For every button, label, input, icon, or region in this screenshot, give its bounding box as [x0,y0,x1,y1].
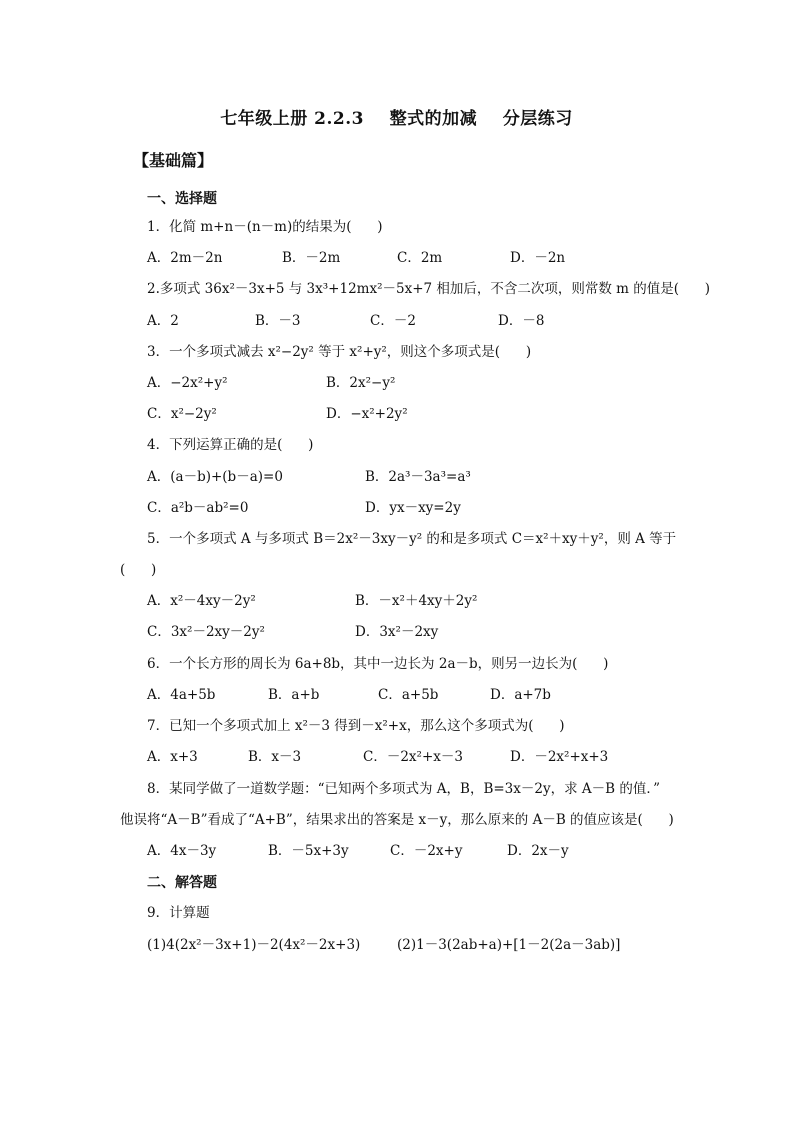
q7-option-d: D．－2x²+x+3 [510,749,609,765]
q2-option-d: D．－8 [498,313,545,329]
question-7-stem: 7．已知一个多项式加上 x²－3 得到－x²+x，那么这个多项式为( ) [147,718,565,734]
q9-part-2: (2)1－3(2ab+a)+[1－2(2a－3ab)] [397,937,621,953]
question-5-stem-continued: ( ) [120,562,157,578]
section-heading: 【基础篇】 [133,151,214,170]
q6-option-a: A．4a+5b [147,687,216,703]
question-8-stem-continued: 他误将“A－B”看成了“A+B”，结果求出的答案是 x－y，那么原来的 A－B 的值应该是( ) [120,812,674,828]
question-6-stem: 6．一个长方形的周长为 6a+8b，其中一边长为 2a－b，则另一边长为( ) [147,656,609,672]
q8-option-b: B．－5x+3y [268,843,349,859]
question-5-stem: 5．一个多项式 A 与多项式 B＝2x²－3xy－y² 的和是多项式 C＝x²＋xy＋y²，则 A 等于 [147,531,677,547]
q1-option-d: D．－2n [510,250,566,266]
q4-option-c: C．a²b－ab²=0 [147,500,249,516]
part-heading-choice: 一、选择题 [147,191,217,207]
question-9-stem: 9．计算题 [147,905,210,921]
question-2-stem: 2.多项式 36x²－3x+5 与 3x³+12mx²－5x+7 相加后，不含二次项，则常数 m 的值是( ) [147,281,711,297]
q3-option-d: D．−x²+2y² [326,406,408,422]
q5-option-c: C．3x²－2xy－2y² [147,624,265,640]
q7-option-c: C．－2x²+x－3 [363,749,463,765]
q7-option-b: B．x－3 [248,749,302,765]
q6-option-b: B．a+b [268,687,320,703]
part-heading-answer: 二、解答题 [147,875,217,891]
q7-option-a: A．x+3 [147,749,198,765]
question-8-stem: 8．某同学做了一道数学题：“已知两个多项式为 A，B，B=3x－2y，求 A－B 的值．” [147,781,661,797]
q5-option-a: A．x²－4xy－2y² [147,593,256,609]
q3-option-a: A．−2x²+y² [147,375,228,391]
q3-option-b: B．2x²−y² [326,375,396,391]
q8-option-a: A．4x－3y [147,843,217,859]
q9-part-1: (1)4(2x²－3x+1)－2(4x²－2x+3) [147,937,361,953]
q3-option-c: C．x²−2y² [147,406,217,422]
q4-option-b: B．2a³－3a³=a³ [365,469,471,485]
q6-option-c: C．a+5b [378,687,439,703]
q8-option-d: D．2x－y [507,843,569,859]
q5-option-d: D．3x²－2xy [355,624,439,640]
q1-option-c: C．2m [397,250,443,266]
q2-option-c: C．－2 [370,313,416,329]
q1-option-a: A．2m－2n [147,250,223,266]
q4-option-d: D．yx－xy=2y [365,500,461,516]
question-3-stem: 3．一个多项式减去 x²−2y² 等于 x²+y²，则这个多项式是( ) [147,344,532,360]
q8-option-c: C．－2x+y [390,843,463,859]
q5-option-b: B．－x²＋4xy＋2y² [355,593,478,609]
page-title: 七年级上册 2.2.3 整式的加减 分层练习 [220,109,573,129]
q2-option-b: B．－3 [255,313,301,329]
q6-option-d: D．a+7b [490,687,551,703]
q2-option-a: A．2 [147,313,179,329]
question-1-stem: 1．化简 m+n－(n－m)的结果为( ) [147,219,383,235]
question-4-stem: 4．下列运算正确的是( ) [147,437,314,453]
q1-option-b: B．－2m [282,250,341,266]
q4-option-a: A．(a－b)+(b－a)=0 [147,469,283,485]
